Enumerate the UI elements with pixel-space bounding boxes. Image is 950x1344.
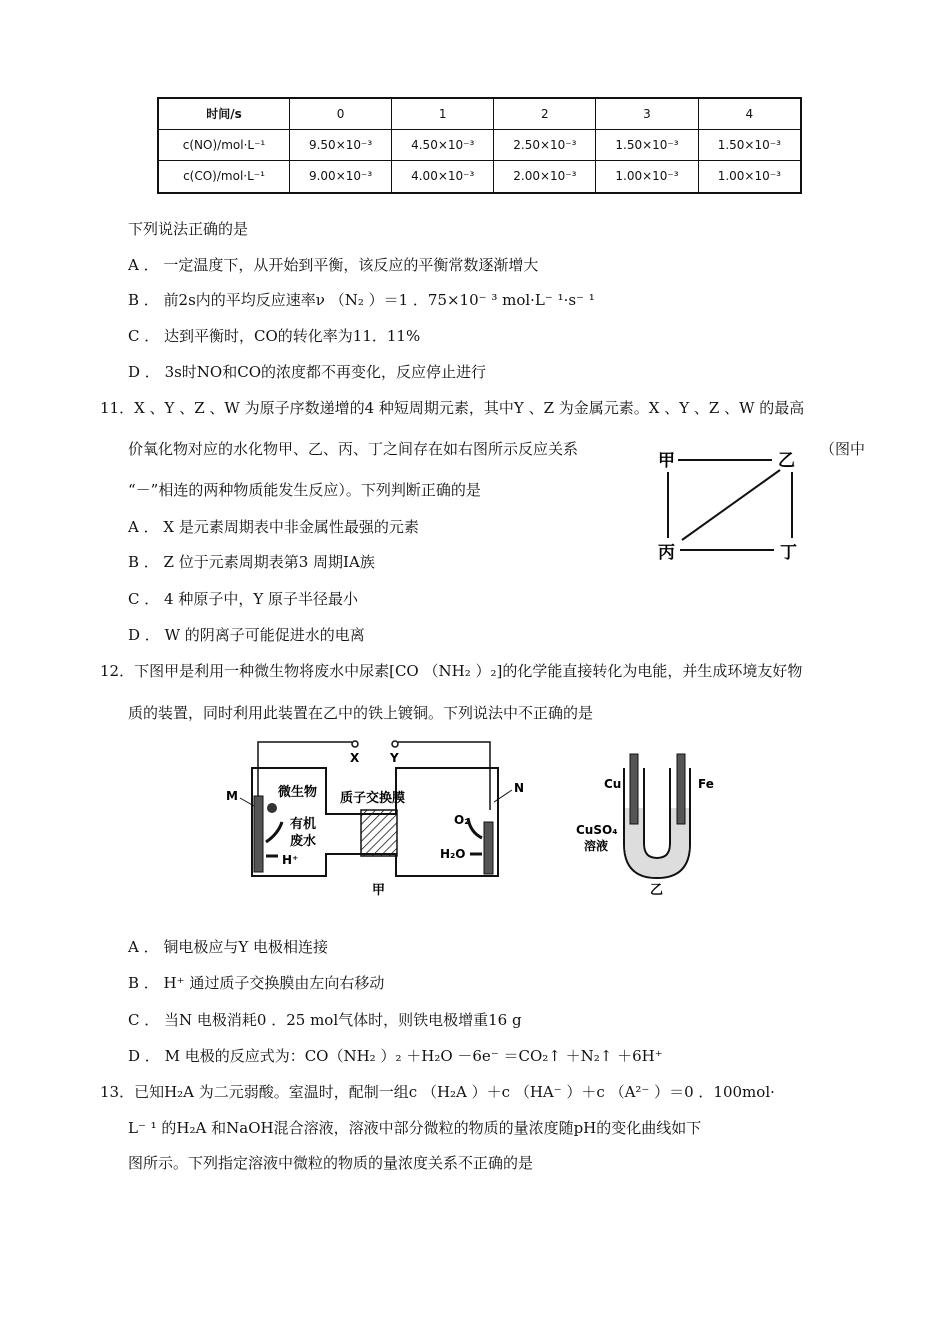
label-hplus: H⁺ [282, 853, 299, 867]
table-cell: 4.00×10⁻³ [392, 160, 494, 193]
concentration-table [157, 97, 802, 194]
label-microbe: 微生物 [278, 785, 318, 800]
q13-line-1: 13．已知H₂A 为二元弱酸。室温时，配制一组c （H₂A ）＋c （HA⁻ ）＋c （A²⁻ ）＝0 ．100mol· [100, 1083, 775, 1101]
table-cell: 9.00×10⁻³ [290, 160, 392, 193]
table-row-label: c(CO)/mol·L⁻¹ [158, 160, 290, 193]
table-header-cell: 3 [596, 98, 698, 129]
pointer-n [494, 790, 512, 802]
label-h2o: H₂O [440, 847, 466, 861]
label-ding: 丁 [780, 543, 797, 563]
fuel-cell-figure [218, 738, 538, 898]
microbe-icon [267, 803, 277, 813]
label-organic-2: 废水 [290, 834, 317, 849]
label-jia-figure: 甲 [372, 883, 386, 898]
q10-option-a: A ． 一定温度下，从开始到平衡，该反应的平衡常数逐渐增大 [128, 256, 539, 274]
label-jia: 甲 [658, 451, 675, 471]
label-yi-figure: 乙 [650, 883, 664, 898]
table-cell: 1.50×10⁻³ [596, 129, 698, 160]
table-header-cell: 2 [494, 98, 596, 129]
label-o2: O₂ [454, 813, 470, 827]
table-header-cell: 时间/s [158, 98, 290, 129]
table-row-label: c(NO)/mol·L⁻¹ [158, 129, 290, 160]
terminal-x [352, 741, 358, 747]
label-membrane: 质子交换膜 [340, 791, 406, 806]
table-row [158, 160, 801, 193]
table-header-row [158, 98, 801, 129]
q11-option-a: A ． X 是元素周期表中非金属性最强的元素 [128, 518, 419, 536]
q12-line-1: 12．下图甲是利用一种微生物将废水中尿素[CO （NH₂ ）₂]的化学能直接转化为电能，并生成环境友好物 [100, 662, 803, 680]
u-tube-inner [644, 768, 670, 858]
q11-line-2: 价氧化物对应的水化物甲、乙、丙、丁之间存在如右图所示反应关系 [128, 440, 579, 458]
arrow-left-upper [266, 822, 282, 842]
label-n: N [514, 781, 525, 795]
table-cell: 2.50×10⁻³ [494, 129, 596, 160]
terminal-y [392, 741, 398, 747]
label-x: X [350, 751, 360, 765]
electrode-fe [677, 754, 685, 824]
q10-stem: 下列说法正确的是 [128, 220, 249, 238]
table-row [158, 129, 801, 160]
table-cell: 1.00×10⁻³ [698, 160, 801, 193]
label-m: M [226, 789, 238, 803]
q10-option-d: D ． 3s时NO和CO的浓度都不再变化，反应停止进行 [128, 363, 487, 381]
reaction-relation-diagram [652, 446, 812, 572]
q13-line-3: 图所示。下列指定溶液中微粒的物质的量浓度关系不正确的是 [128, 1154, 534, 1172]
q13-line-2: L⁻ ¹ 的H₂A 和NaOH混合溶液，溶液中部分微粒的物质的量浓度随pH的变化曲线如下 [128, 1119, 702, 1137]
proton-exchange-membrane [361, 810, 397, 856]
q12-option-b: B ． H⁺ 通过质子交换膜由左向右移动 [128, 974, 385, 992]
electrode-cu [630, 754, 638, 824]
label-cu: Cu [604, 777, 622, 791]
electrode-m [254, 796, 263, 872]
label-organic-1: 有机 [290, 817, 317, 832]
q11-option-c: C ． 4 种原子中，Y 原子半径最小 [128, 590, 358, 608]
q10-option-c: C ． 达到平衡时，CO的转化率为11．11% [128, 327, 421, 345]
label-fe: Fe [698, 777, 714, 791]
q11-line-1: 11．X 、Y 、Z 、W 为原子序数递增的4 种短周期元素，其中Y 、Z 为金属元素。X 、Y 、Z 、W 的最高 [100, 399, 805, 417]
table-header-cell: 1 [392, 98, 494, 129]
arrow-right-upper [468, 818, 482, 838]
u-tube-figure [574, 748, 734, 898]
table-header-cell: 0 [290, 98, 392, 129]
q12-line-2: 质的装置，同时利用此装置在乙中的铁上镀铜。下列说法中不正确的是 [128, 704, 594, 722]
q11-line-3: “－”相连的两种物质能发生反应）。下列判断正确的是 [128, 481, 481, 499]
q10-option-b: B ． 前2s内的平均反应速率ν （N₂ ）＝1 ．75×10⁻ ³ mol·L⁻ ¹·s⁻ ¹ [128, 291, 595, 309]
table-cell: 1.00×10⁻³ [596, 160, 698, 193]
electrode-n [484, 822, 493, 874]
edge-bing-yi [682, 470, 780, 540]
wire-right [398, 742, 490, 810]
label-y: Y [390, 751, 399, 765]
table-cell: 2.00×10⁻³ [494, 160, 596, 193]
q12-option-d: D ． M 电极的反应式为：CO（NH₂ ）₂ ＋H₂O －6e⁻ ＝CO₂↑ ＋N₂↑ ＋6H⁺ [128, 1047, 663, 1065]
label-cuso4: CuSO₄ [576, 823, 618, 837]
table-header-cell: 4 [698, 98, 801, 129]
q11-option-b: B ． Z 位于元素周期表第3 周期IA族 [128, 553, 375, 571]
label-bing: 丙 [658, 543, 675, 563]
label-yi: 乙 [778, 451, 795, 471]
q11-option-d: D ． W 的阴离子可能促进水的电离 [128, 626, 365, 644]
q11-line-2-end: （图中 [820, 440, 866, 458]
table-cell: 4.50×10⁻³ [392, 129, 494, 160]
table-cell: 1.50×10⁻³ [698, 129, 801, 160]
table-cell: 9.50×10⁻³ [290, 129, 392, 160]
q12-option-a: A ． 铜电极应与Y 电极相连接 [128, 938, 329, 956]
q12-option-c: C ． 当N 电极消耗0 ．25 mol气体时，则铁电极增重16 g [128, 1011, 522, 1029]
label-solution: 溶液 [584, 839, 609, 853]
